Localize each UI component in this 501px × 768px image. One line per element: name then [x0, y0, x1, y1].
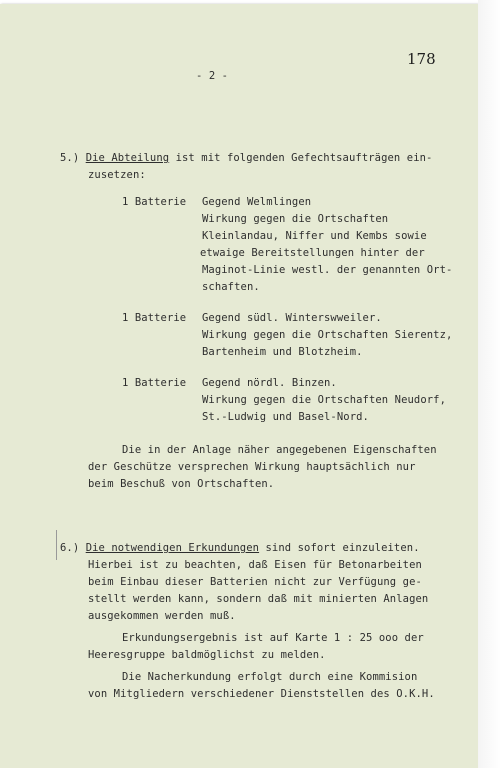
battery1-line: etwaige Bereitstellungen hinter der [200, 247, 425, 259]
section5-number: 5.) [60, 152, 80, 164]
section6-para1-line: stellt werden kann, sondern daß mit minierten Anlagen [88, 593, 429, 605]
section5-line1-rest: ist mit folgenden Gefechtsaufträgen ein- [169, 152, 433, 164]
page-number: - 2 - [196, 70, 229, 82]
section6-para3-line: von Mitgliedern verschiedener Dienststellen des O.K.H. [88, 688, 435, 700]
section6-para3-line: Die Nacherkundung erfolgt durch eine Kommision [122, 671, 418, 683]
page-edge [478, 0, 501, 768]
section5-line2: zusetzen: [88, 169, 146, 181]
section6-para2-line: Heeresgruppe baldmöglichst zu melden. [88, 649, 326, 661]
section5-closing-line: Die in der Anlage näher angegebenen Eigenschaften [122, 444, 437, 456]
battery1-line: Gegend Welmlingen [202, 196, 312, 208]
battery2-label: 1 Batterie [122, 312, 187, 324]
battery2-line: Bartenheim und Blotzheim. [202, 346, 363, 358]
battery3-line: St.-Ludwig und Basel-Nord. [202, 411, 369, 423]
battery1-line: Wirkung gegen die Ortschaften [202, 213, 389, 225]
battery1-line: Kleinlandau, Niffer und Kembs sowie [202, 230, 427, 242]
section5-line1 [60, 152, 432, 164]
battery3-label: 1 Batterie [122, 377, 187, 389]
section6-para1-line: Hierbei ist zu beachten, daß Eisen für Betonarbeiten [88, 559, 422, 571]
battery1-label: 1 Batterie [122, 196, 187, 208]
battery3-line: Gegend nördl. Binzen. [202, 377, 337, 389]
section6-line1-rest: sind sofort einzuleiten. [259, 542, 420, 554]
section5-closing-line: der Geschütze versprechen Wirkung hauptsächlich nur [88, 461, 416, 473]
battery1-line: Maginot-Linie westl. der genannten Ort- [202, 264, 453, 276]
section6-line1 [60, 542, 420, 554]
section6-heading: Die notwendigen Erkundungen [85, 542, 260, 554]
section6-para1-line: ausgekommen werden muß. [88, 610, 236, 622]
margin-mark [56, 530, 57, 560]
battery3-line: Wirkung gegen die Ortschaften Neudorf, [202, 394, 447, 406]
battery2-line: Wirkung gegen die Ortschaften Sierentz, [202, 329, 453, 341]
battery1-line: schaften. [202, 281, 260, 293]
section5-closing-line: beim Beschuß von Ortschaften. [88, 478, 275, 490]
folio-number: 178 [407, 50, 436, 68]
section5-heading: Die Abteilung [85, 152, 170, 164]
section6-number: 6.) [60, 542, 80, 554]
section6-para2-line: Erkundungsergebnis ist auf Karte 1 : 25 ooo der [122, 632, 424, 644]
section6-para1-line: beim Einbau dieser Batterien nicht zur Verfügung ge- [88, 576, 422, 588]
battery2-line: Gegend südl. Winterswweiler. [202, 312, 382, 324]
